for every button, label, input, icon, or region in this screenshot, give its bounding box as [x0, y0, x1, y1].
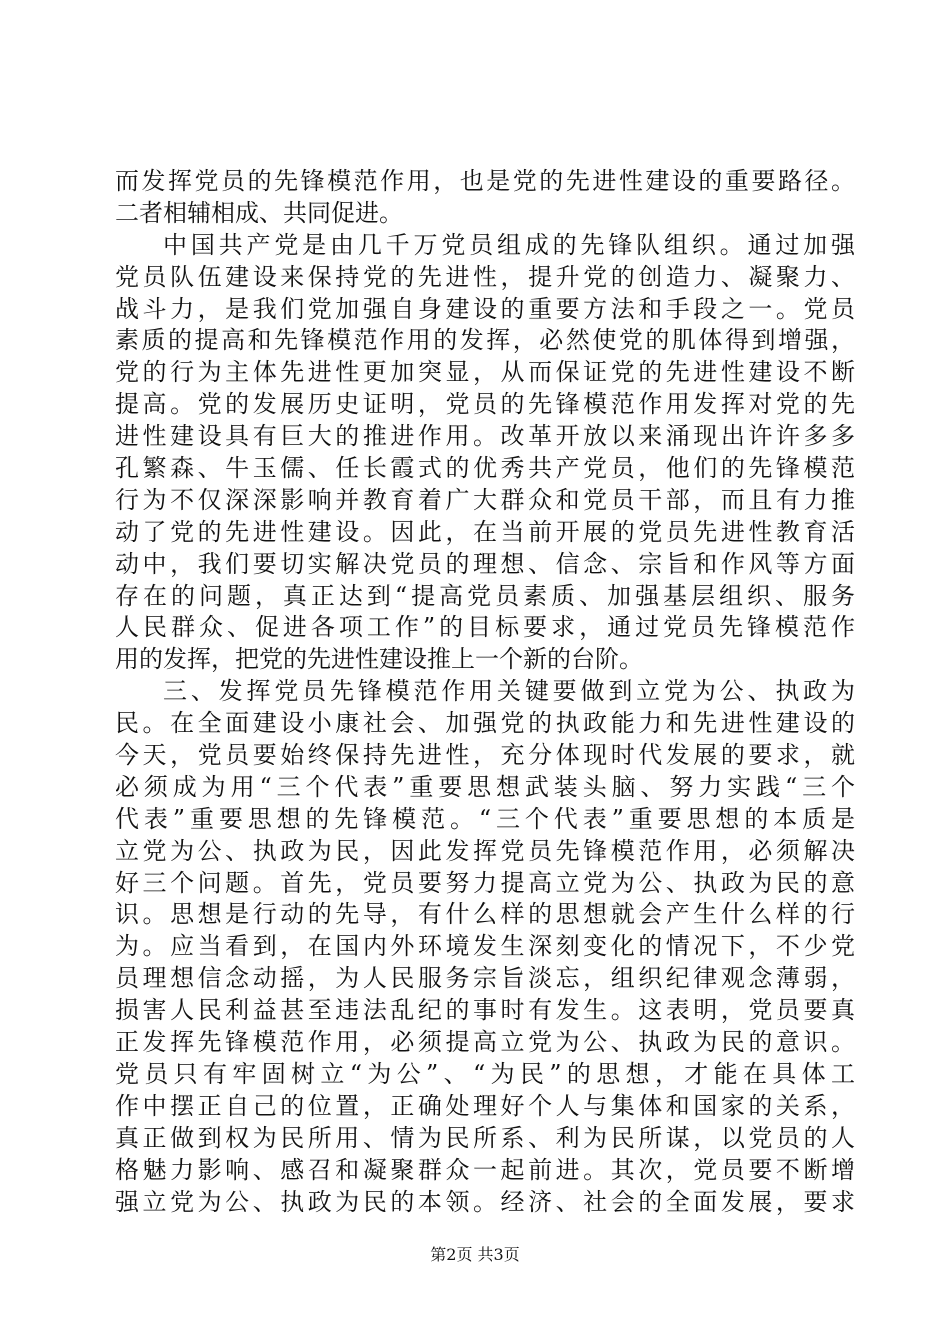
text-line: 必须成为用“三个代表”重要思想武装头脑、努力实践“三个 — [115, 772, 855, 801]
text-line: 民。在全面建设小康社会、加强党的执政能力和先进性建设的 — [115, 709, 855, 738]
text-line: 党员队伍建设来保持党的先进性，提升党的创造力、凝聚力、 — [115, 262, 855, 291]
text-line: 强立党为公、执政为民的本领。经济、社会的全面发展，要求 — [115, 1187, 855, 1216]
text-line: 真正做到权为民所用、情为民所系、利为民所谋，以党员的人 — [115, 1123, 855, 1152]
text-line: 孔繁森、牛玉儒、任长霞式的优秀共产党员，他们的先锋模范 — [115, 454, 855, 483]
text-line: 好三个问题。首先，党员要努力提高立党为公、执政为民的意 — [115, 868, 855, 897]
text-line: 今天，党员要始终保持先进性，充分体现时代发展的要求，就 — [115, 741, 855, 770]
text-line: 党的行为主体先进性更加突显，从而保证党的先进性建设不断 — [115, 358, 855, 387]
text-line: 人民群众、促进各项工作”的目标要求，通过党员先锋模范作 — [115, 613, 855, 642]
text-line: 立党为公、执政为民，因此发挥党员先锋模范作用，必须解决 — [115, 836, 855, 865]
page-number-footer: 第2页 共3页 — [430, 1245, 520, 1264]
text-line: 二者相辅相成、共同促进。 — [115, 198, 403, 227]
text-line: 战斗力，是我们党加强自身建设的重要方法和手段之一。党员 — [115, 294, 855, 323]
text-line: 行为不仅深深影响并教育着广大群众和党员干部，而且有力推 — [115, 485, 855, 514]
text-line: 正发挥先锋模范作用，必须提高立党为公、执政为民的意识。 — [115, 1028, 855, 1057]
text-line: 用的发挥，把党的先进性建设推上一个新的台阶。 — [115, 645, 643, 674]
text-line: 动了党的先进性建设。因此，在当前开展的党员先进性教育活 — [115, 517, 855, 546]
text-line: 代表”重要思想的先锋模范。“三个代表”重要思想的本质是 — [115, 804, 855, 833]
text-line: 党员只有牢固树立“为公”、“为民”的思想，才能在具体工 — [115, 1059, 855, 1088]
text-line: 员理想信念动摇，为人民服务宗旨淡忘，组织纪律观念薄弱， — [115, 964, 855, 993]
paragraph-first-line: 中国共产党是由几千万党员组成的先锋队组织。通过加强 — [163, 230, 855, 259]
text-line: 识。思想是行动的先导，有什么样的思想就会产生什么样的行 — [115, 900, 855, 929]
text-line: 动中，我们要切实解决党员的理想、信念、宗旨和作风等方面 — [115, 549, 855, 578]
paragraph-first-line: 三、发挥党员先锋模范作用关键要做到立党为公、执政为 — [163, 677, 855, 706]
text-line: 进性建设具有巨大的推进作用。改革开放以来涌现出许许多多 — [115, 422, 855, 451]
text-line: 而发挥党员的先锋模范作用，也是党的先进性建设的重要路径。 — [115, 167, 855, 195]
body-text — [115, 166, 855, 1218]
text-line: 作中摆正自己的位置，正确处理好个人与集体和国家的关系， — [115, 1091, 855, 1120]
text-line: 素质的提高和先锋模范作用的发挥，必然使党的肌体得到增强， — [115, 326, 855, 355]
text-line: 损害人民利益甚至违法乱纪的事时有发生。这表明，党员要真 — [115, 996, 855, 1025]
text-line: 存在的问题，真正达到“提高党员素质、加强基层组织、服务 — [115, 581, 855, 610]
text-line: 提高。党的发展历史证明，党员的先锋模范作用发挥对党的先 — [115, 390, 855, 419]
text-line: 为。应当看到，在国内外环境发生深刻变化的情况下，不少党 — [115, 932, 855, 961]
text-line: 格魅力影响、感召和凝聚群众一起前进。其次，党员要不断增 — [115, 1155, 855, 1184]
